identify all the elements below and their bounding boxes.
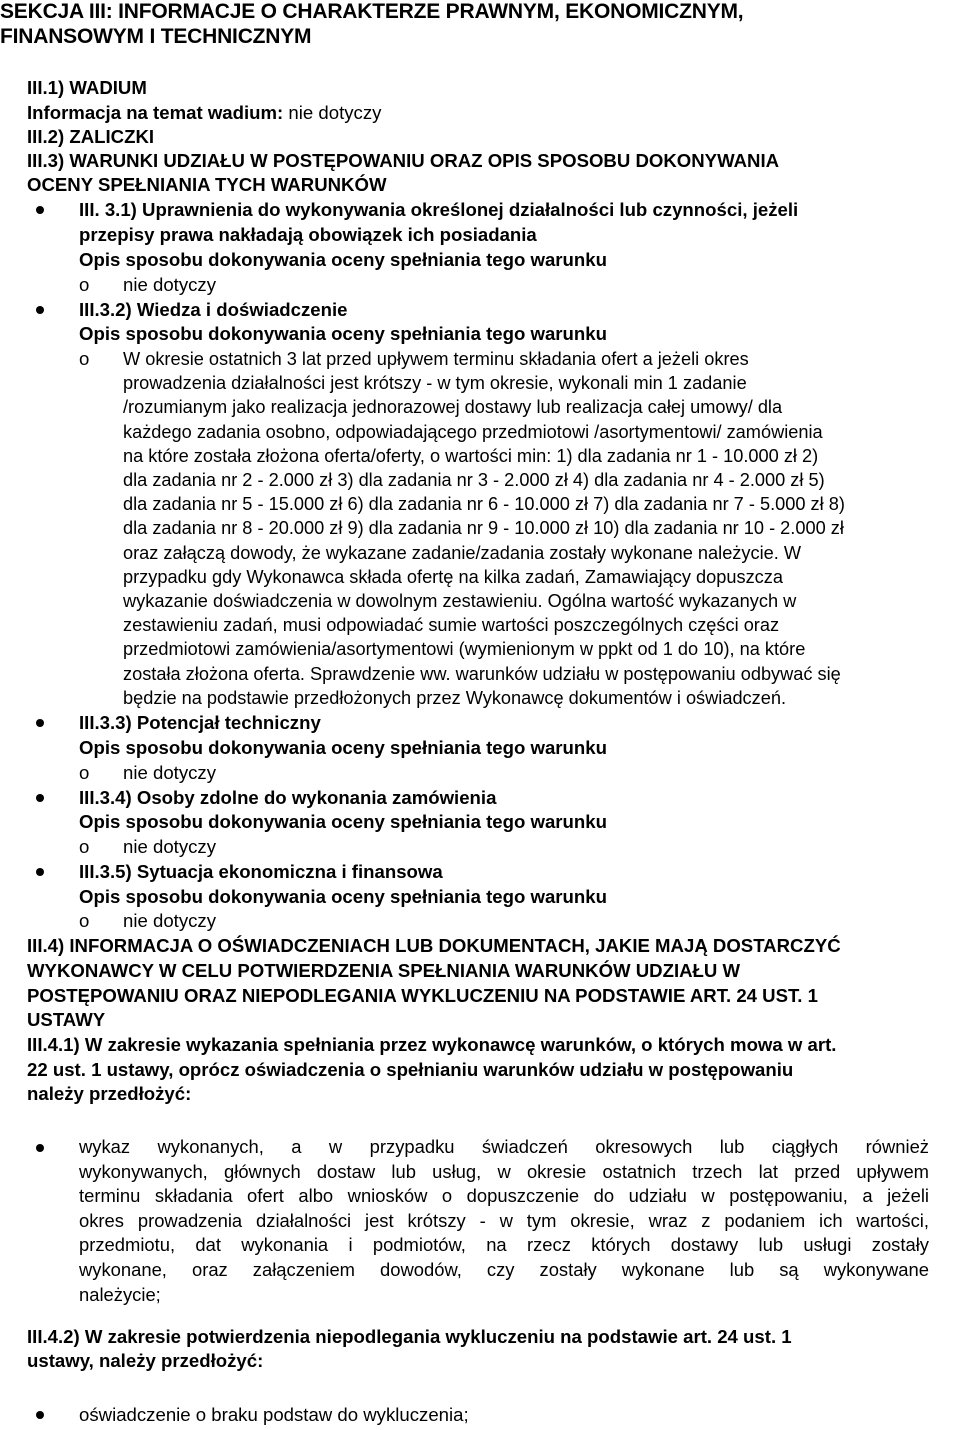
documents-heading-line-2: WYKONAWCY W CELU POTWIERDZENIA SPEŁNIANIA WARUNKÓW UDZIAŁU W: [27, 960, 741, 981]
condition-334-value-item: [79, 835, 217, 859]
item-line: wykonane, oraz załączeniem dowodów, czy zostały wykonane lub są wykonywane: [79, 1258, 929, 1280]
condition-335-opis: Opis sposobu dokonywania oceny spełniania tego warunku: [79, 886, 607, 907]
description-line: na które została złożona oferta/oferty, o wartości min: 1) dla zadania nr 1 - 10.000 zł 2): [123, 445, 819, 466]
wadium-info: [27, 101, 381, 125]
bullet-icon: [36, 1144, 44, 1152]
description-line: /rozumianym jako realizacja jednorazowej dostawy lub realizacja całej umowy/ dla: [123, 397, 783, 418]
wadium-value: nie dotyczy: [288, 102, 382, 123]
zaliczki-heading: III.2) ZALICZKI: [27, 126, 155, 147]
condition-334-opis: Opis sposobu dokonywania oceny spełniania tego warunku: [79, 811, 607, 832]
sub-bullet-icon: o: [79, 274, 90, 295]
wadium-heading: III.1) WADIUM: [27, 77, 147, 98]
description-line: dla zadania nr 5 - 15.000 zł 6) dla zadania nr 6 - 10.000 zł 7) dla zadania nr 7 - 5.000 zł 8): [123, 494, 845, 515]
condition-334-title: III.3.4) Osoby zdolne do wykonania zamówienia: [79, 787, 497, 808]
document-list-item-wykaz: [79, 1135, 929, 1307]
item-line: okres prowadzenia działalności jest krótszy - w tym okresie, wraz z podaniem ich wartości,: [79, 1209, 929, 1231]
document-list-item-oswiadczenie: oświadczenie o braku podstaw do wykluczenia;: [79, 1404, 469, 1425]
subsection-341-line-2: 22 ust. 1 ustawy, oprócz oświadczenia o spełnianiu warunków udziału w postępowaniu: [27, 1059, 794, 1080]
item-line: przedmiotu, dat wykonania i podmiotów, na rzecz których dostawy lub usługi zostały: [79, 1234, 929, 1256]
description-line: została złożona oferta. Sprawdzenie ww. warunków udziału w postępowaniu odbywać się: [123, 663, 841, 684]
condition-335-title: III.3.5) Sytuacja ekonomiczna i finansowa: [79, 861, 443, 882]
condition-332-description: [123, 347, 959, 710]
item-line: terminu składania ofert albo wniosków o dopuszczenie do udziału w postępowaniu, a jeżeli: [79, 1185, 929, 1207]
condition-332-title: III.3.2) Wiedza i doświadczenie: [79, 299, 348, 320]
description-line: zestawieniu zadań, musi odpowiadać sumie wartości poszczególnych części oraz: [123, 615, 780, 636]
documents-heading-line-4: USTAWY: [27, 1009, 106, 1030]
bullet-icon: [36, 206, 44, 214]
subsection-342-line-1: III.4.2) W zakresie potwierdzenia niepodlegania wykluczeniu na podstawie art. 24 ust. 1: [27, 1326, 792, 1347]
item-line: wykaz wykonanych, a w przypadku świadczeń okresowych lub ciągłych również: [79, 1136, 929, 1157]
bullet-icon: [36, 719, 44, 727]
condition-331-title-line-2: przepisy prawa nakładają obowiązek ich posiadania: [79, 224, 537, 245]
warunki-heading-line-2: OCENY SPEŁNIANIA TYCH WARUNKÓW: [27, 174, 387, 195]
description-line: dla zadania nr 8 - 20.000 zł 9) dla zadania nr 9 - 10.000 zł 10) dla zadania nr 10 - 2.000 zł: [123, 518, 844, 539]
section-heading-line-1: SEKCJA III: INFORMACJE O CHARAKTERZE PRAWNYM, EKONOMICZNYM,: [0, 0, 744, 23]
sub-bullet-icon: o: [79, 910, 90, 931]
sub-bullet-icon: o: [79, 348, 90, 369]
subsection-342-line-2: ustawy, należy przedłożyć:: [27, 1350, 264, 1371]
bullet-icon: [36, 868, 44, 876]
section-heading-line-2: FINANSOWYM I TECHNICZNYM: [0, 25, 312, 48]
subsection-341-line-1: III.4.1) W zakresie wykazania spełniania przez wykonawcę warunków, o których mowa w art.: [27, 1034, 837, 1055]
condition-335-value: nie dotyczy: [123, 910, 217, 931]
bullet-icon: [36, 794, 44, 802]
condition-331-value-item: [79, 273, 217, 297]
description-line: wykazanie doświadczenia w dowolnym zestawieniu. Ogólna wartość wykazanych w: [123, 591, 797, 612]
item-line: wykonywanych, głównych dostaw lub usług, w okresie ostatnich trzech lat przed upływem: [79, 1160, 929, 1182]
documents-heading-line-1: III.4) INFORMACJA O OŚWIADCZENIACH LUB DOKUMENTACH, JAKIE MAJĄ DOSTARCZYĆ: [27, 935, 841, 956]
subsection-341-line-3: należy przedłożyć:: [27, 1083, 192, 1104]
bullet-icon: [36, 1411, 44, 1419]
description-line: W okresie ostatnich 3 lat przed upływem terminu składania ofert a jeżeli okres: [123, 349, 749, 369]
description-line: dla zadania nr 2 - 2.000 zł 3) dla zadania nr 3 - 2.000 zł 4) dla zadania nr 4 - 2.000 zł 5): [123, 470, 825, 491]
condition-331-title-line-1: III. 3.1) Uprawnienia do wykonywania określonej działalności lub czynności, jeżeli: [79, 199, 799, 220]
wadium-label: Informacja na temat wadium:: [27, 102, 284, 123]
condition-332-opis: Opis sposobu dokonywania oceny spełniania tego warunku: [79, 323, 607, 344]
condition-335-value-item: [79, 909, 217, 933]
description-line: przedmiotowi zamówienia/asortymentowi (wymienionym w ppkt od 1 do 10), na które: [123, 639, 806, 660]
item-line: należycie;: [79, 1283, 161, 1305]
condition-334-value: nie dotyczy: [123, 836, 217, 857]
documents-heading-line-3: POSTĘPOWANIU ORAZ NIEPODLEGANIA WYKLUCZENIU NA PODSTAWIE ART. 24 UST. 1: [27, 985, 818, 1006]
warunki-heading-line-1: III.3) WARUNKI UDZIAŁU W POSTĘPOWANIU ORAZ OPIS SPOSOBU DOKONYWANIA: [27, 150, 780, 171]
condition-331-value: nie dotyczy: [123, 274, 217, 295]
description-line: przypadku gdy Wykonawca składa ofertę na kilka zadań, Zamawiający dopuszcza: [123, 566, 783, 587]
condition-333-opis: Opis sposobu dokonywania oceny spełniania tego warunku: [79, 737, 607, 758]
condition-333-value-item: [79, 761, 217, 785]
sub-bullet-icon: o: [79, 762, 90, 783]
bullet-icon: [36, 306, 44, 314]
condition-333-title: III.3.3) Potencjał techniczny: [79, 712, 321, 733]
condition-331-opis: Opis sposobu dokonywania oceny spełniania tego warunku: [79, 249, 607, 270]
condition-333-value: nie dotyczy: [123, 762, 217, 783]
description-line: będzie na podstawie przedłożonych przez Wykonawcę dokumentów i oświadczeń.: [123, 687, 787, 708]
sub-bullet-icon: o: [79, 836, 90, 857]
description-line: każdego zadania osobno, odpowiadającego przedmiotowi /asortymentowi/ zamówienia: [123, 421, 823, 442]
description-line: prowadzenia działalności jest krótszy - w tym okresie, wykonali min 1 zadanie: [123, 373, 747, 394]
description-line: oraz załączą dowody, że wykazane zadanie/zadania zostały wykonane należycie. W: [123, 542, 802, 563]
